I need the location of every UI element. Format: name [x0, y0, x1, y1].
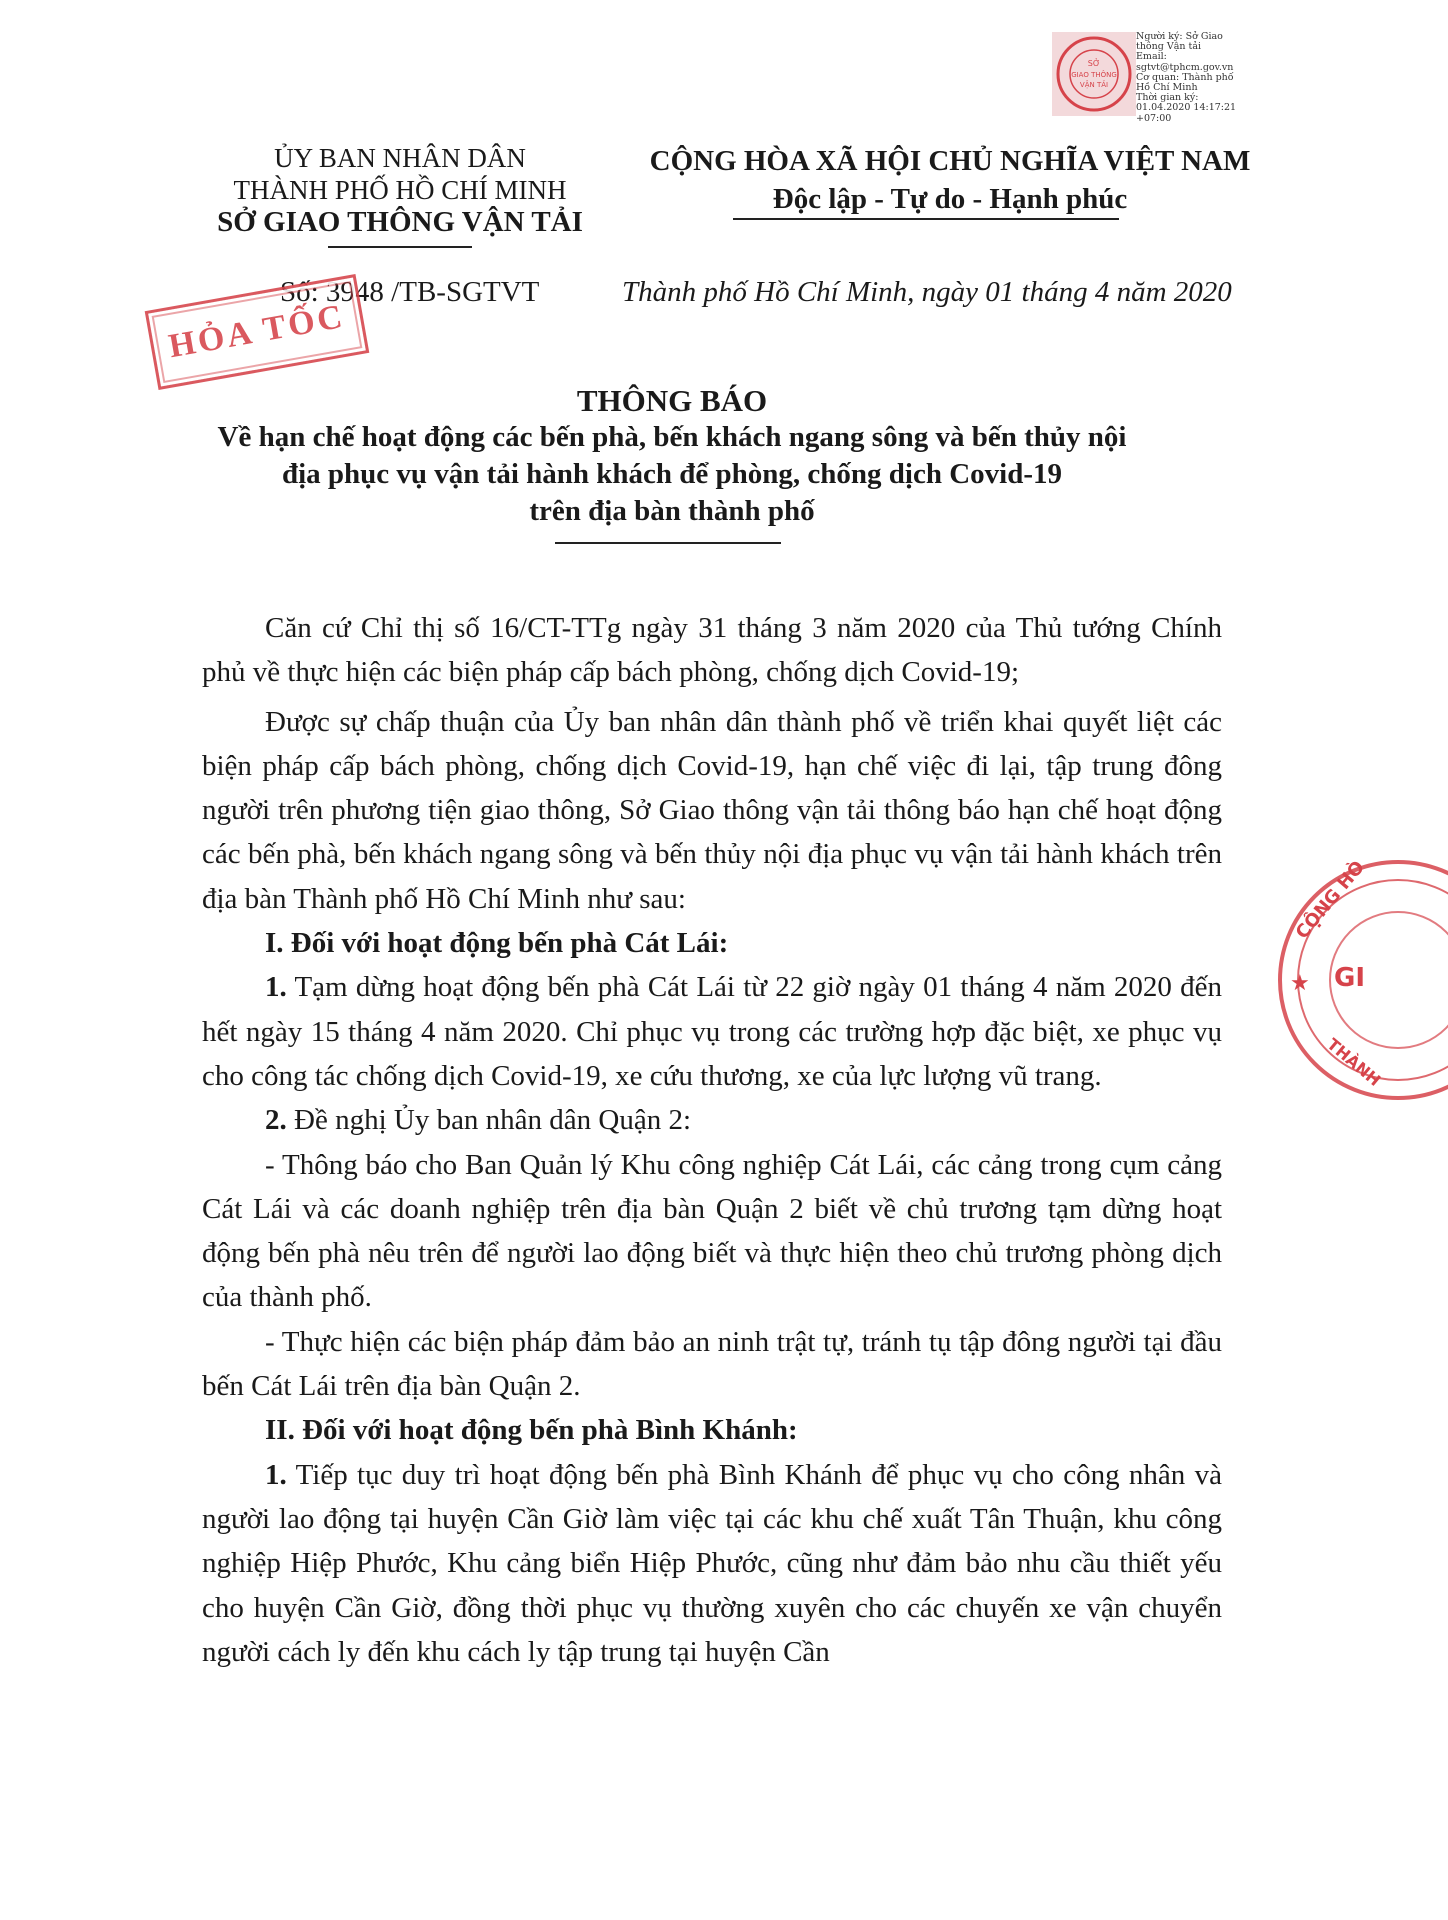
section-heading-binh-khanh: II. Đối với hoạt động bến phà Bình Khánh: [265, 1414, 798, 1447]
svg-text:★: ★ [1290, 971, 1310, 996]
signature-line: +07:00 [1136, 112, 1172, 124]
item-text: Tiếp tục duy trì hoạt động bến phà Bình Khánh để phục vụ cho công nhân và người lao động tại huyện Cần Giờ làm việc tại các khu chế xuất Tân Thuận, khu công nghiệp Hiệp Phước, Khu cảng biển Hiệp Phước, cũng như đảm bảo nhu cầu thiết yếu cho huyện Cần Giờ, đồng thời phục vụ thường xuyên cho các chuyến xe vận chuyển người cách ly đến khu cách ly tập trung tại huyện Cần [202, 1458, 1222, 1668]
agency-header [170, 142, 630, 238]
title-underline [555, 542, 781, 544]
agency-underline [328, 246, 472, 248]
signature-line: 01.04.2020 14:17:21 [1136, 102, 1237, 114]
svg-text:GI: GI [1334, 963, 1366, 993]
document-body [202, 606, 1222, 1674]
title-line-2: địa phục vụ vận tải hành khách để phòng, chống dịch Covid-19 [281, 458, 1063, 490]
item-cat-lai-2 [202, 1098, 1222, 1142]
signature-line: Email: [1136, 51, 1167, 63]
digital-signature-text [1136, 32, 1296, 124]
national-slogan: Độc lập - Tự do - Hạnh phúc [772, 183, 1128, 215]
digital-signature-seal-icon [1052, 32, 1136, 116]
signature-line: Thời gian ký: [1136, 92, 1199, 104]
svg-text:GIAO THÔNG: GIAO THÔNG [1071, 71, 1117, 79]
national-motto: CỘNG HÒA XÃ HỘI CHỦ NGHĨA VIỆT NAM [649, 145, 1251, 177]
signature-line: sgtvt@tphcm.gov.vn [1136, 61, 1234, 73]
bullet-security-measures: - Thực hiện các biện pháp đảm bảo an ninh trật tự, tránh tụ tập đông người tại đầu bến Cát Lái trên địa bàn Quận 2. [202, 1325, 1222, 1403]
svg-text:CỘNG HÒ: CỘNG HÒ [1291, 856, 1369, 944]
urgent-stamp: HỎA TỐC [145, 274, 370, 390]
item-text: Tạm dừng hoạt động bến phà Cát Lái từ 22 giờ ngày 01 tháng 4 năm 2020 đến hết ngày 15 tháng 4 năm 2020. Chỉ phục vụ trong các trường hợp đặc biệt, xe phục vụ cho công tác chống dịch Covid-19, xe cứu thương, xe của lực lượng vũ trang. [202, 971, 1222, 1092]
svg-text:VẬN TẢI: VẬN TẢI [1079, 81, 1109, 89]
signature-line: thông Vận tải [1136, 41, 1202, 53]
title-main: THÔNG BÁO [576, 383, 768, 418]
signature-line: Hồ Chí Minh [1136, 82, 1198, 94]
signature-line: Cơ quan: Thành phố [1136, 71, 1234, 83]
digital-signature-block [1052, 31, 1292, 124]
agency-line-3: SỞ GIAO THÔNG VẬN TẢI [217, 206, 583, 238]
item-text: Đề nghị Ủy ban nhân dân Quận 2: [286, 1104, 692, 1137]
national-underline [733, 218, 1119, 220]
title-line-1: Về hạn chế hoạt động các bến phà, bến khách ngang sông và bến thủy nội [217, 421, 1127, 453]
svg-text:THÀNH: THÀNH [1323, 1034, 1385, 1090]
item-number: 1. [265, 1458, 287, 1491]
title-line-3: trên địa bàn thành phố [529, 495, 815, 527]
agency-line-2: THÀNH PHỐ HỒ CHÍ MINH [233, 175, 567, 205]
document-number: Số: 3948 /TB-SGTVT [280, 276, 540, 308]
section-heading-cat-lai: I. Đối với hoạt động bến phà Cát Lái: [265, 927, 729, 960]
item-number: 2. [265, 1104, 287, 1137]
item-number: 1. [265, 971, 287, 1004]
place-date: Thành phố Hồ Chí Minh, ngày 01 tháng 4 năm 2020 [622, 276, 1232, 308]
svg-text:SỞ: SỞ [1087, 59, 1101, 68]
paragraph-legal-basis: Căn cứ Chỉ thị số 16/CT-TTg ngày 31 tháng 3 năm 2020 của Thủ tướng Chính phủ về thực hiện các biện pháp cấp bách phòng, chống dịch Covid-19; [202, 612, 1222, 689]
document-title [150, 382, 1194, 530]
agency-line-1: ỦY BAN NHÂN DÂN [274, 143, 526, 173]
bullet-notify-district-2: - Thông báo cho Ban Quản lý Khu công nghiệp Cát Lái, các cảng trong cụm cảng Cát Lái và các doanh nghiệp trên địa bàn Quận 2 biết về chủ trương tạm dừng hoạt động bến phà nêu trên để người lao động biết và thực hiện theo chủ trương phòng dịch của thành phố. [202, 1148, 1222, 1314]
national-header [600, 142, 1300, 218]
item-binh-khanh-1 [202, 1453, 1222, 1674]
paragraph-approval: Được sự chấp thuận của Ủy ban nhân dân thành phố về triển khai quyết liệt các biện pháp cấp bách phòng, chống dịch Covid-19, hạn chế việc đi lại, tập trung đông người trên phương tiện giao thông, Sở Giao thông vận tải thông báo hạn chế hoạt động các bến phà, bến khách ngang sông và bến thủy nội địa phục vụ vận tải hành khách trên địa bàn Thành phố Hồ Chí Minh như sau: [202, 705, 1222, 915]
official-seal-partial-icon [1268, 856, 1448, 1120]
item-cat-lai-1 [202, 965, 1222, 1098]
signature-line: Người ký: Sở Giao [1136, 31, 1223, 42]
